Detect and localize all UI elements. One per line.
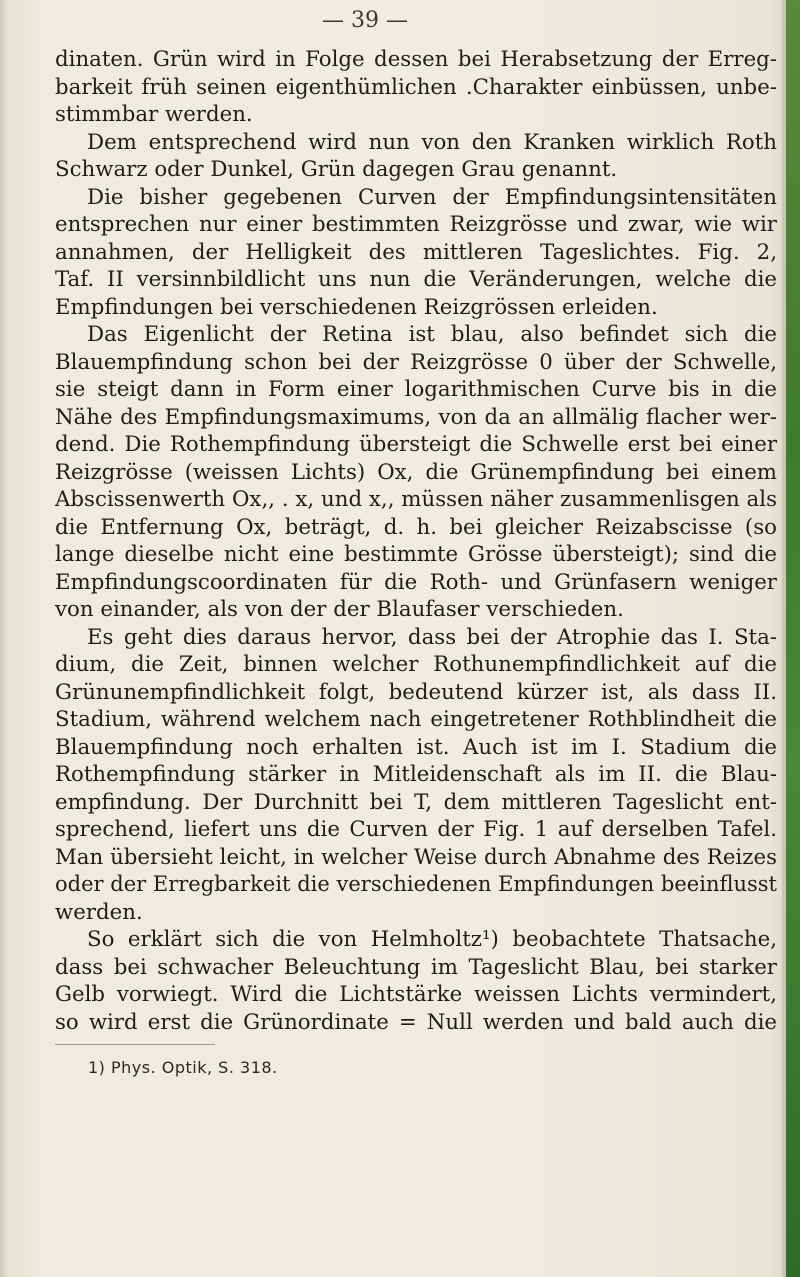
page-left-edge — [0, 0, 8, 1277]
text-line: Schwarz oder Dunkel, Grün dagegen Grau genannt. — [55, 157, 618, 182]
text-line: So erklärt sich die von Helmholtz¹) beobachtete Thatsache, — [87, 927, 777, 952]
footnote: 1) Phys. Optik, S. 318. — [88, 1058, 278, 1077]
text-line: Empfindungen bei verschiedenen Reizgrössen erleiden. — [55, 294, 658, 320]
text-line: annahmen, der Helligkeit des mittleren Tageslichtes. Fig. 2, — [55, 239, 777, 265]
text-line: Nähe des Empfindungsmaximums, von da an allmälig flacher wer- — [55, 404, 777, 430]
text-line: sie steigt dann in Form einer logarithmischen Curve bis in die — [55, 377, 777, 402]
footnote-rule — [55, 1044, 215, 1045]
text-line: Rothempfindung stärker in Mitleidenschaft als im II. die Blau- — [55, 762, 777, 787]
text-line: Stadium, während welchem nach eingetretener Rothblindheit die — [55, 707, 777, 732]
text-line: stimmbar werden. — [55, 102, 253, 127]
text-line: empfindung. Der Durchnitt bei T, dem mittleren Tageslicht ent- — [55, 789, 777, 815]
text-line: dend. Die Rothempfindung übersteigt die Schwelle erst bei einer — [55, 432, 777, 457]
text-line: Grünunempfindlichkeit folgt, bedeutend kürzer ist, als dass II. — [55, 679, 777, 705]
text-line: Gelb vorwiegt. Wird die Lichtstärke weissen Lichts vermindert, — [55, 982, 777, 1007]
text-line: dinaten. Grün wird in Folge dessen bei Herabsetzung der Erreg- — [55, 47, 777, 72]
text-line: Taf. II versinnbildlicht uns nun die Veränderungen, welche die — [55, 267, 777, 292]
text-line: dium, die Zeit, binnen welcher Rothunempfindlichkeit auf die — [55, 652, 777, 677]
text-line: entsprechen nur einer bestimmten Reizgrösse und zwar, wie wir — [55, 212, 777, 237]
text-line: so wird erst die Grünordinate = Null werden und bald auch die — [55, 1009, 777, 1035]
text-line: sprechend, liefert uns die Curven der Fig. 1 auf derselben Tafel. — [55, 817, 777, 842]
text-line: barkeit früh seinen eigenthümlichen .Charakter einbüssen, unbe- — [55, 74, 777, 100]
text-line: oder der Erregbarkeit die verschiedenen Empfindungen beeinflusst — [55, 872, 777, 896]
text-line: Dem entsprechend wird nun von den Kranken wirklich Roth — [87, 129, 777, 155]
body-text — [55, 46, 777, 1036]
text-line: Die bisher gegebenen Curven der Empfindungsintensitäten — [87, 184, 777, 210]
text-line: Man übersieht leicht, in welcher Weise durch Abnahme des Reizes — [55, 844, 777, 870]
text-line: Empfindungscoordinaten für die Roth- und Grünfasern weniger — [55, 569, 777, 595]
text-line: dass bei schwacher Beleuchtung im Tageslicht Blau, bei starker — [55, 954, 777, 980]
text-line: Abscissenwerth Ox,, . x, und x,, müssen näher zusammenlisgen als — [55, 487, 777, 512]
text-line: die Entfernung Ox, beträgt, d. h. bei gleicher Reizabscisse (so — [55, 514, 777, 540]
book-edge-strip — [786, 0, 800, 1277]
page-number: — 39 — — [322, 8, 408, 33]
text-line: Es geht dies daraus hervor, dass bei der Atrophie das I. Sta- — [87, 624, 777, 650]
text-line: Das Eigenlicht der Retina ist blau, also befindet sich die — [87, 322, 777, 347]
text-line: Reizgrösse (weissen Lichts) Ox, die Grünempfindung bei einem — [55, 459, 777, 485]
text-line: Blauempfindung schon bei der Reizgrösse 0 über der Schwelle, — [55, 349, 777, 375]
text-line: lange dieselbe nicht eine bestimmte Grösse übersteigt); sind die — [55, 542, 777, 567]
text-line: werden. — [55, 899, 143, 925]
text-line: von einander, als von der der Blaufaser verschieden. — [55, 597, 624, 622]
text-line: Blauempfindung noch erhalten ist. Auch ist im I. Stadium die — [55, 734, 777, 760]
